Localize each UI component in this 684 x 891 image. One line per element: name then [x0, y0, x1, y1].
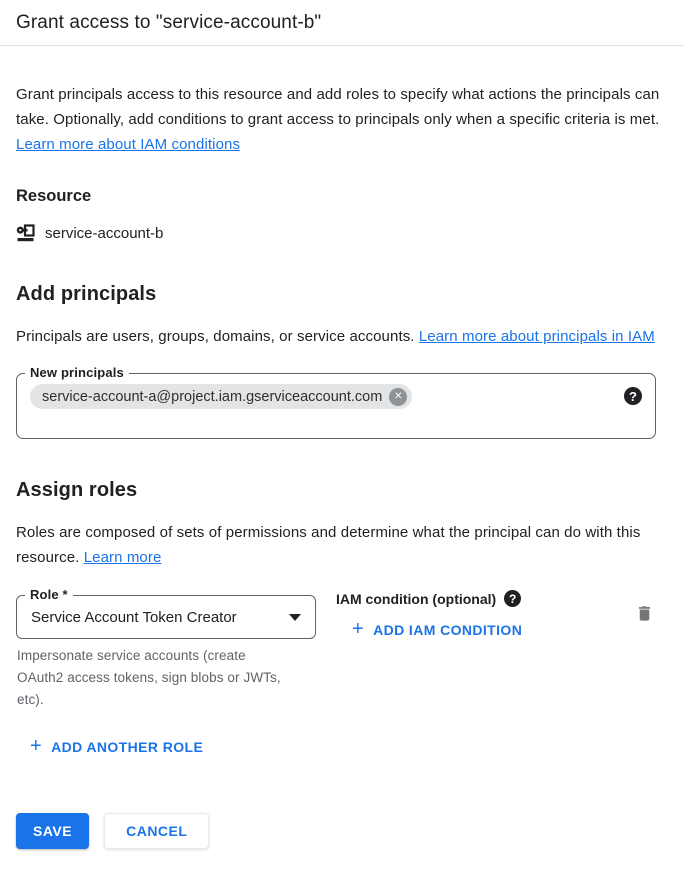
- dropdown-arrow-icon: [289, 614, 301, 621]
- service-account-icon: [16, 223, 36, 243]
- add-another-role-button[interactable]: [22, 733, 211, 761]
- principal-chip-text: service-account-a@project.iam.gserviceaccount.com: [42, 388, 383, 405]
- intro-text: Grant principals access to this resource and add roles to specify what actions the principals can take. Optionally, add conditions to grant access to principals only when a specific criteria is met.: [16, 86, 660, 128]
- resource-row: [16, 223, 668, 243]
- add-iam-condition-button[interactable]: [344, 616, 530, 644]
- dialog-actions: [16, 813, 668, 849]
- role-row: [16, 587, 656, 711]
- principals-learn-more-link[interactable]: Learn more about principals in IAM: [418, 328, 655, 345]
- save-button[interactable]: SAVE: [16, 813, 89, 849]
- roles-text: Roles are composed of sets of permissions and determine what the principal can do with this resource.: [16, 524, 641, 566]
- delete-role-column: [635, 604, 656, 628]
- iam-condition-label: IAM condition (optional): [336, 590, 497, 607]
- delete-role-button[interactable]: [635, 604, 654, 623]
- new-principals-field[interactable]: [16, 365, 656, 439]
- new-principals-label: New principals: [25, 365, 129, 380]
- plus-icon: +: [352, 618, 365, 640]
- principals-description: [16, 324, 668, 349]
- dialog-title: Grant access to "service-account-b": [16, 12, 322, 33]
- add-iam-condition-label: ADD IAM CONDITION: [373, 622, 523, 638]
- add-principals-heading: Add principals: [16, 283, 157, 305]
- assign-roles-heading: Assign roles: [16, 479, 138, 501]
- iam-conditions-link[interactable]: Learn more about IAM conditions: [16, 136, 241, 153]
- dialog-content: [0, 82, 684, 866]
- plus-icon: +: [30, 735, 43, 757]
- role-label: Role *: [25, 587, 73, 602]
- role-column: [16, 587, 316, 711]
- role-select[interactable]: [16, 587, 316, 639]
- iam-condition-column: [336, 590, 635, 644]
- principals-text: Principals are users, groups, domains, or service accounts.: [16, 328, 419, 345]
- cancel-button[interactable]: CANCEL: [104, 813, 209, 849]
- role-helper-text: Impersonate service accounts (create OAuth2 access tokens, sign blobs or JWTs, etc).: [17, 648, 281, 707]
- trash-icon: [635, 604, 654, 623]
- dialog-header: [0, 0, 684, 46]
- resource-heading: Resource: [16, 187, 92, 205]
- principal-chip[interactable]: [30, 384, 412, 409]
- resource-name: service-account-b: [45, 224, 164, 242]
- intro-paragraph: [16, 82, 668, 157]
- roles-description: [16, 520, 668, 570]
- add-another-role-label: ADD ANOTHER ROLE: [51, 739, 204, 755]
- principals-help-icon[interactable]: ?: [624, 387, 642, 405]
- remove-principal-icon[interactable]: ✕: [389, 388, 407, 406]
- role-value: Service Account Token Creator: [31, 608, 237, 626]
- roles-learn-more-link[interactable]: Learn more: [83, 549, 162, 566]
- iam-condition-help-icon[interactable]: ?: [504, 590, 521, 607]
- iam-condition-label-row: [336, 590, 635, 607]
